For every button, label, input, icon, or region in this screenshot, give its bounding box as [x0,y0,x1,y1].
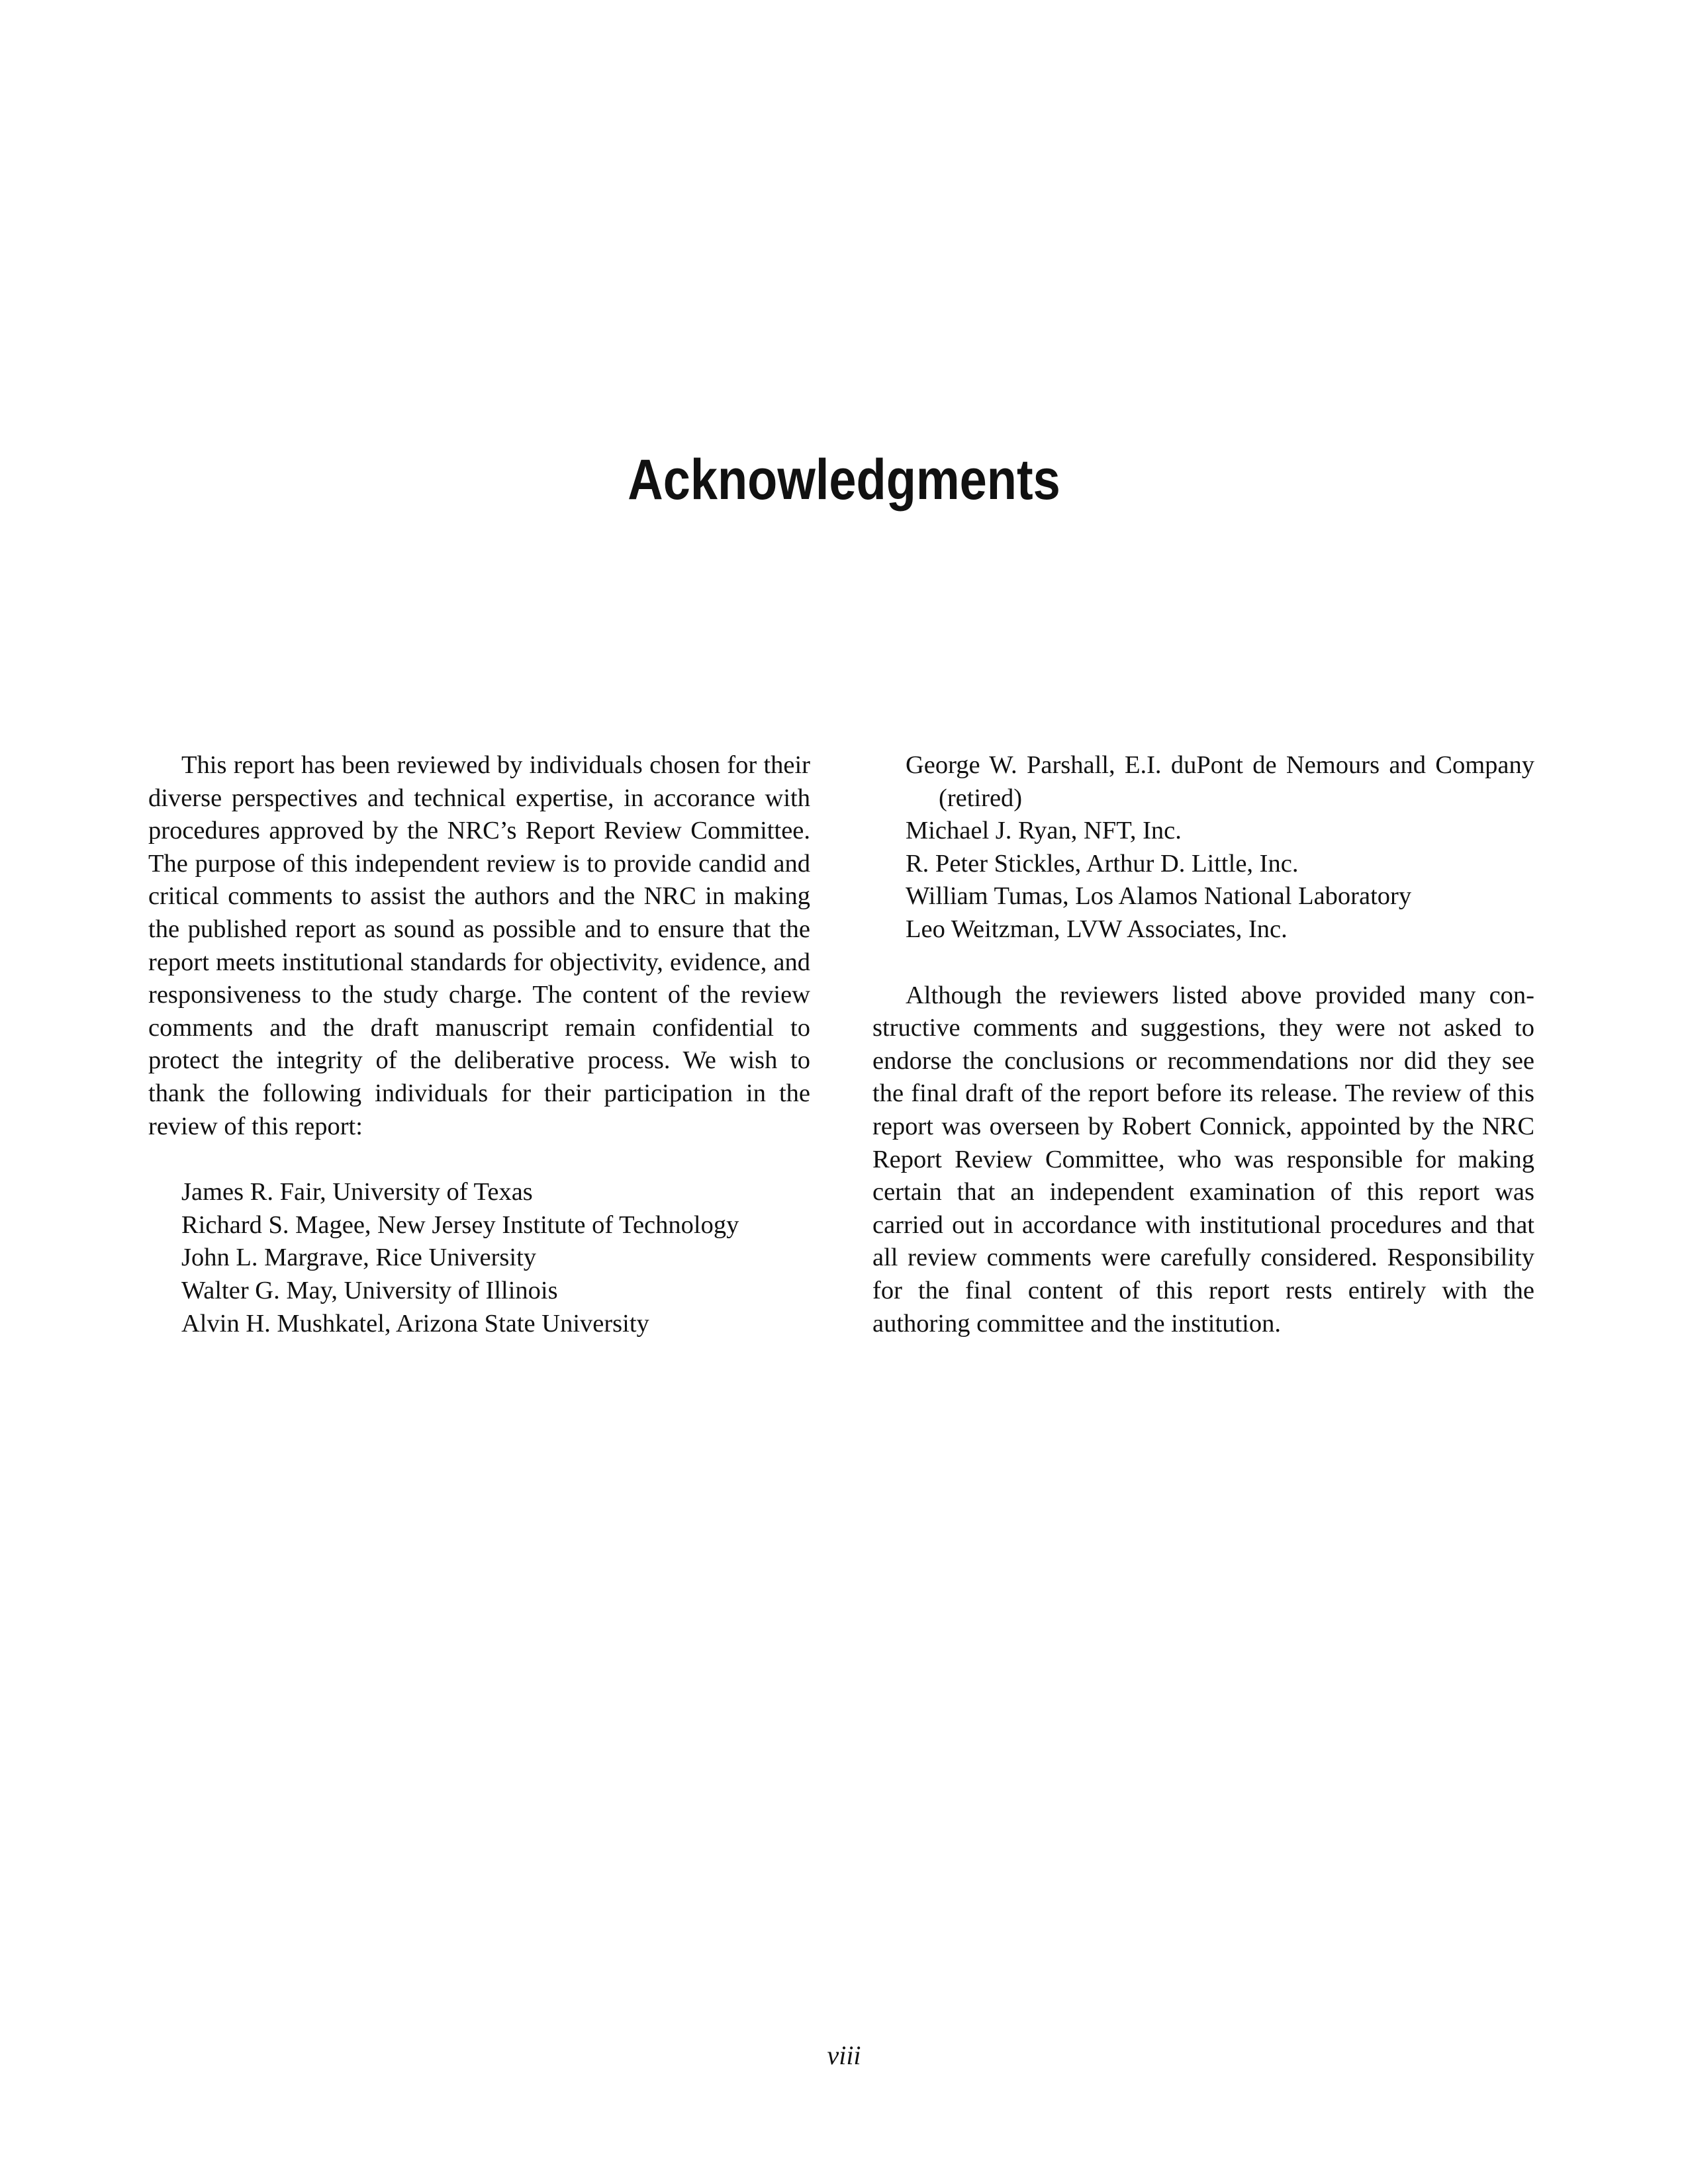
reviewer-entry: James R. Fair, University of Texas [181,1178,533,1206]
review-disclaimer-paragraph: Although the reviewers listed above provided many constructive comments and suggestions, they were not asked to endorse the conclusions or recommendations nor did they see the final draft of the report before its release. The review of this report was overseen by Robert Connick, appointed by the NRC Report Review Committee, who was responsible for making certain that an independent examination of this report was carried out in accordance with institutional procedures and that all review comments were carefully considered. Responsibility for the final content of this report rests entirely with the authoring committee and the institution. [872,981,1534,1338]
reviewer-entry: Alvin H. Mushkatel, Arizona State University [181,1309,649,1338]
right-column [872,749,1534,1340]
reviewer-list-left [148,1176,810,1340]
page-number: viii [827,2040,861,2070]
reviewer-entry: Richard S. Magee, New Jersey Institute of Technology [181,1210,739,1239]
reviewer-entry: Walter G. May, University of Illinois [181,1276,558,1304]
left-column [148,749,810,1340]
reviewer-list-right [872,749,1534,946]
reviewer-entry: William Tumas, Los Alamos National Laboratory [906,882,1412,911]
page-title: Acknowledgments [628,448,1060,512]
reviewer-entry: John L. Margrave, Rice University [181,1244,537,1272]
reviewer-entry: R. Peter Stickles, Arthur D. Little, Inc. [906,849,1299,878]
reviewer-entry: George W. Parshall, E.I. duPont de Nemours and Company (retired) [906,751,1534,812]
review-intro-paragraph: This report has been reviewed by individuals chosen for their diverse perspectives and technical expertise, in accorance with procedures approved by the NRC’s Report Review Committee. The purpose of this independent review is to provide candid and critical comments to assist the authors and the NRC in making the published report as sound as possible and to ensure that the report meets institutional standards for objectivity, evidence, and responsiveness to the study charge. The content of the review comments and the draft manuscript remain confidential to protect the integrity of the deliberative process. We wish to thank the following individuals for their participation in the review of this report: [148,751,810,1140]
reviewer-entry: Leo Weitzman, LVW Associates, Inc. [906,915,1288,943]
reviewer-entry: Michael J. Ryan, NFT, Inc. [906,817,1182,845]
